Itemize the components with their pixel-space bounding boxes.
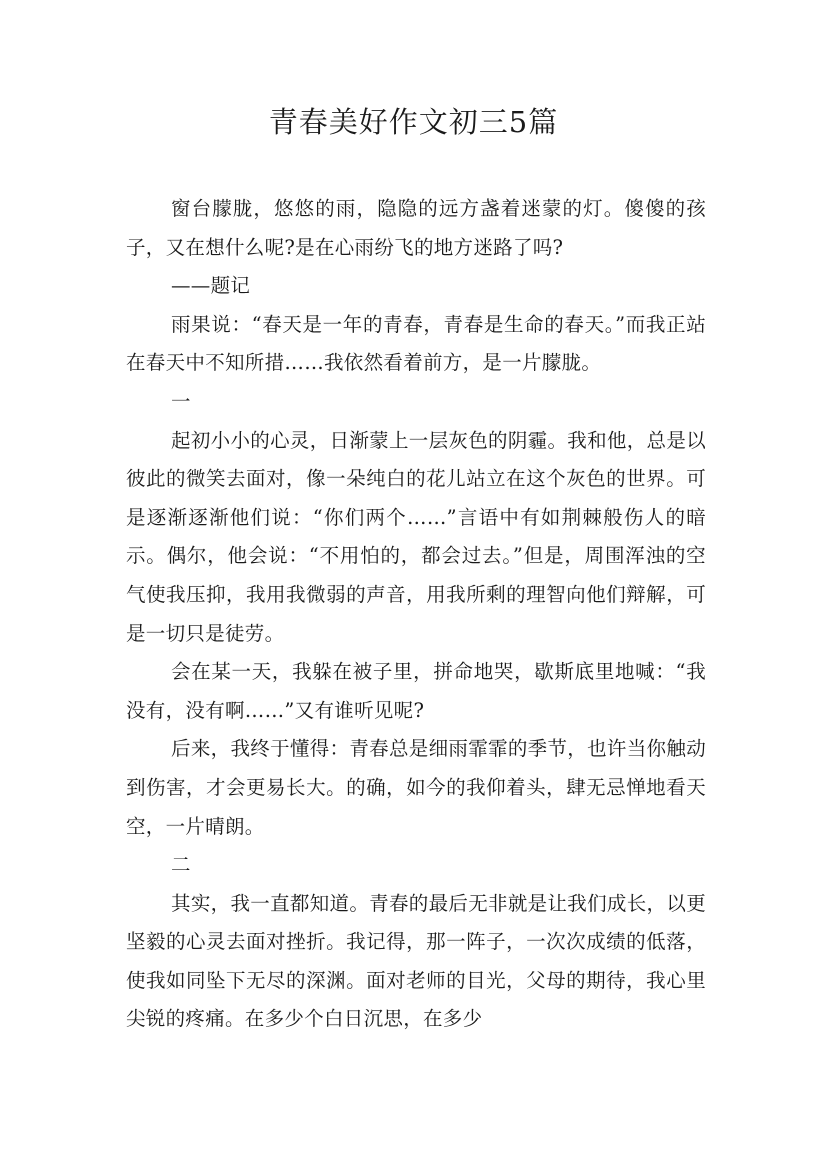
document-title: 青春美好作文初三5篇	[268, 105, 559, 139]
epigraph-label: ——题记	[171, 274, 251, 298]
section-heading-one: 一	[171, 389, 191, 413]
section-heading-two: 二	[171, 853, 191, 877]
paragraph-section-one-c: 后来，我终于懂得：青春总是细雨霏霏的季节，也许当你触动到伤害，才会更易长大。的确，如今的我仰着头，肆无忌惮地看天空，一片晴朗。	[126, 737, 706, 838]
paragraph-section-one-b: 会在某一天，我躲在被子里，拼命地哭，歇斯底里地喊：“我没有，没有啊……”又有谁听见呢?	[126, 660, 706, 722]
paragraph-quote: 雨果说：“春天是一年的青春，青春是生命的春天。”而我正站在春天中不知所措……我依然看着前方，是一片朦胧。	[126, 312, 706, 375]
paragraph-section-one-a: 起初小小的心灵，日渐蒙上一层灰色的阴霾。我和他，总是以彼此的微笑去面对，像一朵纯白的花儿站立在这个灰色的世界。可是逐渐逐渐他们说：“你们两个……”言语中有如荆棘般伤人的暗示。偶尔，他会说：“不用怕的，都会过去。”但是，周围浑浊的空气使我压抑，我用我微弱的声音，用我所剩的理智向他们辩解，可是一切只是徒劳。	[126, 428, 706, 645]
paragraph-section-two-a: 其实，我一直都知道。青春的最后无非就是让我们成长，以更坚毅的心灵去面对挫折。我记得，那一阵子，一次次成绩的低落，使我如同坠下无尽的深渊。面对老师的目光，父母的期待，我心里尖锐的疼痛。在多少个白日沉思，在多少	[126, 891, 706, 1031]
document-body	[126, 190, 706, 1039]
paragraph-intro: 窗台朦胧，悠悠的雨，隐隐的远方盏着迷蒙的灯。傻傻的孩子，又在想什么呢?是在心雨纷飞的地方迷路了吗?	[126, 197, 706, 259]
